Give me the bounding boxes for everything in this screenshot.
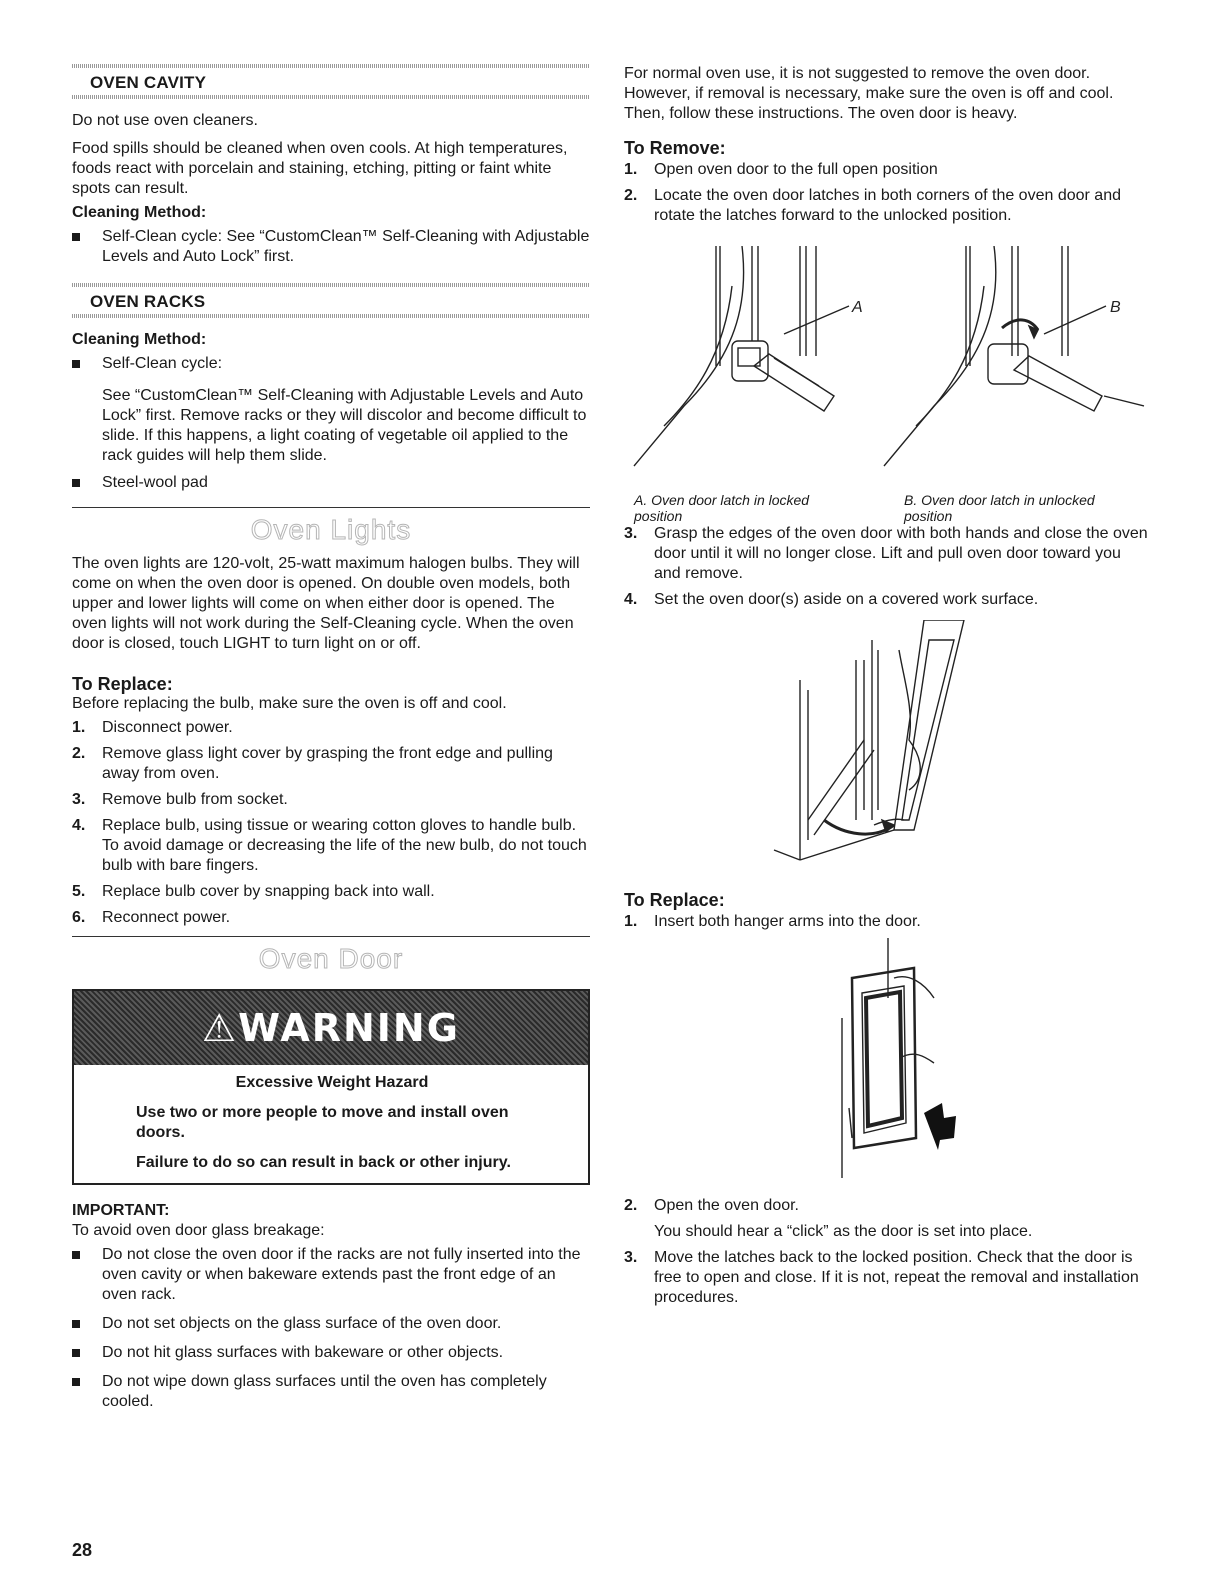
left-column: [72, 64, 590, 1419]
step-number: 2.: [624, 1197, 638, 1214]
step-text: Insert both hanger arms into the door.: [654, 913, 921, 930]
latch-b-drawing: [884, 246, 1144, 466]
latch-captions: [624, 486, 1148, 524]
warning-banner-text: ⚠WARNING: [202, 1006, 460, 1050]
hanger-illustration: [624, 938, 1148, 1188]
replace-steps-a: [624, 912, 1148, 932]
step-number: 1.: [624, 161, 638, 178]
oven-racks-bullet1-detail: See “CustomClean™ Self-Cleaning with Adjustable Levels and Auto Lock” first. Remove racks or they will discolor and become difficult to slide. If this happens, a light coating of vegetable oil applied to the rack guides will help them slide.: [102, 387, 587, 464]
step-text: Set the oven door(s) aside on a covered work surface.: [654, 591, 1039, 608]
oven-cavity-heading: [72, 64, 590, 99]
latch-diagram: [624, 246, 1148, 486]
list-item: [72, 908, 590, 928]
list-item: Do not set objects on the glass surface of the oven door.: [72, 1314, 590, 1334]
warning-banner: [74, 991, 588, 1065]
latch-a-drawing: [634, 246, 849, 466]
step-number: 1.: [72, 719, 86, 736]
oven-racks-bullet1: Self-Clean cycle:: [102, 355, 223, 372]
replace-heading: To Replace:: [624, 890, 725, 910]
important-intro: To avoid oven door glass breakage:: [72, 1222, 325, 1239]
remove-steps-b: [624, 524, 1148, 610]
step-text: Grasp the edges of the oven door with both hands and close the oven door until it will no longer close. Lift and pull oven door toward you and remove.: [654, 525, 1148, 582]
list-item: [624, 912, 1148, 932]
oven-cavity-p1: Do not use oven cleaners.: [72, 112, 258, 129]
list-item: [72, 790, 590, 810]
important-label: IMPORTANT:: [72, 1202, 170, 1219]
step-number: 1.: [624, 913, 638, 930]
oven-cavity-p2: Food spills should be cleaned when oven cools. At high temperatures, foods react with porcelain and staining, etching, pitting or faint white spots can result.: [72, 140, 568, 197]
step-number: 3.: [72, 791, 86, 808]
list-item: [72, 882, 590, 902]
list-item: [624, 160, 1148, 180]
step-text: Reconnect power.: [102, 909, 231, 926]
oven-lights-heading: Oven Lights: [250, 514, 412, 545]
step-number: 3.: [624, 1249, 638, 1266]
oven-racks-heading: [72, 283, 590, 318]
step-note: You should hear a “click” as the door is set into place.: [654, 1223, 1033, 1240]
step-text: Replace bulb cover by snapping back into wall.: [102, 883, 435, 900]
step-number: 6.: [72, 909, 86, 926]
step-text: Remove bulb from socket.: [102, 791, 288, 808]
list-item: [624, 524, 1148, 584]
list-item: [72, 744, 590, 784]
label-a: A: [852, 299, 863, 316]
warning-title: Excessive Weight Hazard: [235, 1074, 429, 1091]
step-text: Locate the oven door latches in both corners of the oven door and rotate the latches forward to the unlocked position.: [654, 187, 1121, 224]
list-item: Do not hit glass surfaces with bakeware or other objects.: [72, 1343, 590, 1363]
warning-line1: Use two or more people to move and install oven doors.: [136, 1104, 509, 1141]
warning-box: [72, 989, 590, 1185]
replace-steps-b: [624, 1196, 1148, 1308]
step-number: 4.: [72, 817, 86, 834]
door-intro: For normal oven use, it is not suggested to remove the oven door. However, if removal is necessary, make sure the oven is off and cool. Then, follow these instructions. The oven door is heavy.: [624, 65, 1114, 122]
door-removal-illustration: [624, 620, 1148, 880]
list-item: [624, 590, 1148, 610]
list-item: [624, 1196, 1148, 1242]
step-text: Move the latches back to the locked position. Check that the door is free to open and close. If it is not, repeat the removal and installation procedures.: [654, 1249, 1139, 1306]
step-text: Remove glass light cover by grasping the front edge and pulling away from oven.: [102, 745, 553, 782]
list-item: [624, 186, 1148, 226]
warning-line2: Failure to do so can result in back or other injury.: [136, 1154, 511, 1171]
oven-lights-steps: [72, 718, 590, 928]
list-item: [72, 816, 590, 876]
oven-lights-intro: The oven lights are 120-volt, 25-watt maximum halogen bulbs. They will come on when the oven door is opened. On double oven models, both upper and lower lights will come on when either door is opened. The oven lights will not work during the Self-Cleaning cycle. When the oven door is closed, touch LIGHT to turn light on or off.: [72, 555, 580, 652]
oven-lights-replace-heading: To Replace:: [72, 674, 173, 694]
step-text: Open oven door to the full open position: [654, 161, 938, 178]
step-text: Disconnect power.: [102, 719, 233, 736]
list-item: [72, 354, 590, 466]
oven-cavity-method-label: Cleaning Method:: [72, 204, 207, 221]
list-item: [624, 1248, 1148, 1308]
oven-racks-title: OVEN RACKS: [90, 292, 206, 311]
divider: [72, 936, 590, 937]
oven-door-heading: Oven Door: [258, 943, 404, 974]
page-number: 28: [72, 1540, 93, 1560]
list-item: Steel-wool pad: [72, 473, 590, 493]
oven-cavity-bullets: [72, 227, 590, 267]
list-item: Self-Clean cycle: See “CustomClean™ Self-Cleaning with Adjustable Levels and Auto Lock” first.: [72, 227, 590, 267]
list-item: Do not wipe down glass surfaces until the oven has completely cooled.: [72, 1372, 590, 1412]
caption-b: B. Oven door latch in unlocked position: [904, 492, 1095, 524]
oven-racks-method-label: Cleaning Method:: [72, 331, 207, 348]
oven-cavity-title: OVEN CAVITY: [90, 73, 207, 92]
caption-a: A. Oven door latch in locked position: [634, 492, 810, 524]
oven-door-bullets: [72, 1245, 590, 1412]
remove-heading: To Remove:: [624, 138, 726, 158]
remove-steps-a: [624, 160, 1148, 226]
step-number: 4.: [624, 591, 638, 608]
step-text: Replace bulb, using tissue or wearing cotton gloves to handle bulb. To avoid damage or decreasing the life of the new bulb, do not touch bulb with bare fingers.: [102, 817, 587, 874]
step-text: Open the oven door.: [654, 1197, 799, 1214]
warning-body: [74, 1065, 588, 1183]
oven-lights-replace-intro: Before replacing the bulb, make sure the oven is off and cool.: [72, 695, 507, 712]
oven-racks-bullets: [72, 354, 590, 493]
label-b: B: [1110, 299, 1121, 316]
divider: [72, 507, 590, 508]
latch-illustrations: [624, 246, 1148, 524]
list-item: Do not close the oven door if the racks are not fully inserted into the oven cavity or when bakeware extends past the front edge of an oven rack.: [72, 1245, 590, 1305]
insert-arrow-icon: [924, 1103, 956, 1150]
step-number: 2.: [72, 745, 86, 762]
step-number: 3.: [624, 525, 638, 542]
list-item: [72, 718, 590, 738]
step-number: 5.: [72, 883, 86, 900]
right-column: [624, 64, 1148, 1314]
step-number: 2.: [624, 187, 638, 204]
